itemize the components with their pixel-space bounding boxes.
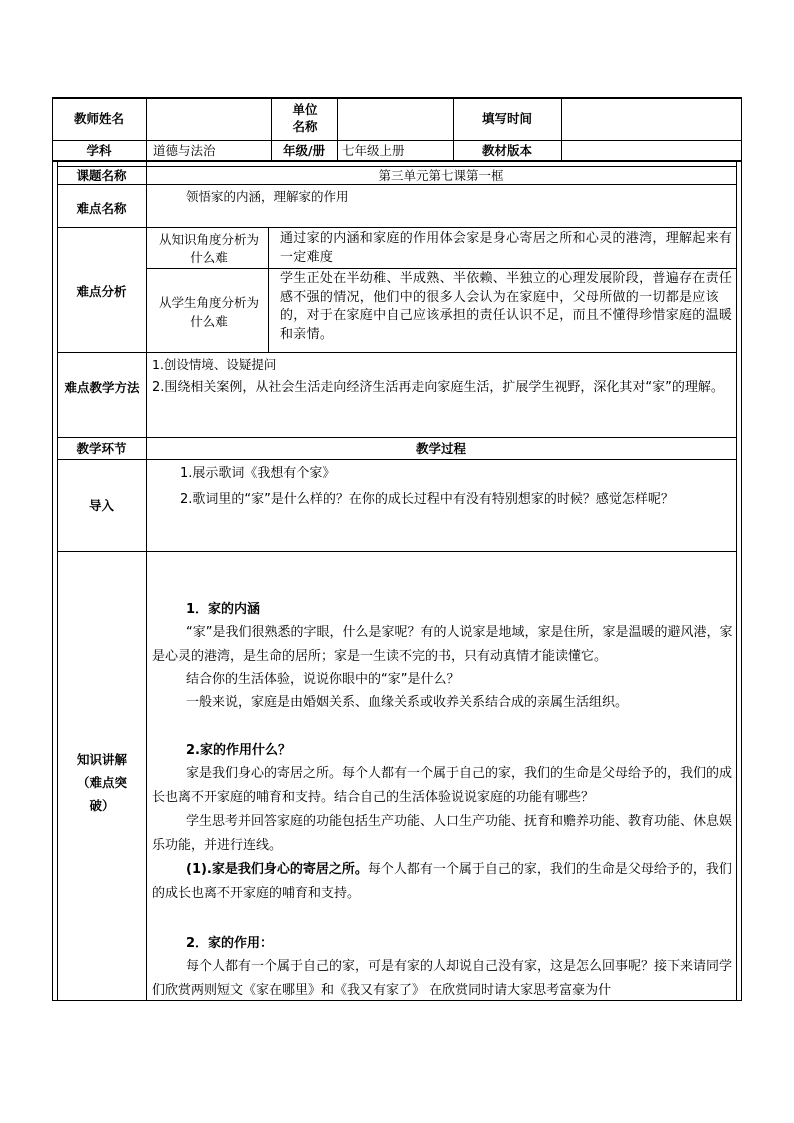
method-line-1: 1.创设情境、设疑提问: [152, 357, 277, 372]
k2-paragraph-1: 家是我们身心的寄居之所。每个人都有一个属于自己的家，我们的生命是父母给予的，我们的成长也离不开家庭的哺育和支持。结合自己的生活体验说说家庭的功能有哪些？: [152, 766, 733, 805]
difficulty-label: 难点名称: [76, 201, 127, 216]
knowledge-angle-text: 通过家的内涵和家庭的作用体会家是身心寄居之所和心灵的港湾，理解起来有一定难度: [280, 231, 733, 265]
teacher-name-label: 教师姓名: [73, 111, 124, 126]
intro-label: 导入: [88, 498, 114, 513]
k2-paragraph-3-body: 每个人都有一个属于自己的家，我们的生命是父母给予的，我们的成长也离不开家庭的哺育和支持。: [152, 862, 732, 901]
process-header: 教学过程: [415, 441, 466, 456]
k2-title: 2.家的作用什么？: [186, 743, 291, 758]
subject-value[interactable]: 道德与法治: [153, 143, 216, 158]
k1-paragraph-2: 结合你的生活体验，说说你眼中的“家”是什么？: [186, 672, 460, 687]
knowledge-angle-label: 从知识角度分析为什么难: [158, 232, 259, 265]
student-angle-label: 从学生角度分析为什么难: [158, 295, 259, 329]
intro-line-1: 1.展示歌词《我想有个家》: [180, 466, 336, 481]
lesson-title-value: 第三单元第七课第一框: [378, 168, 504, 183]
k2-paragraph-3-lead: (1).家是我们身心的寄居之所。: [186, 862, 368, 877]
edition-label: 教材版本: [481, 143, 532, 158]
student-angle-text: 学生正处在半幼稚、半成熟、半依赖、半独立的心理发展阶段，普遍存在责任感不强的情况，他们中的很多人会认为在家庭中，父母所做的一切都是应该的，对于在家庭中自己应该承担的责任认识不足，而且不懂得珍惜家庭的温暖和亲情。: [280, 271, 733, 342]
k2-paragraph-3: [152, 858, 736, 906]
grade-value[interactable]: 七年级上册: [342, 143, 405, 158]
knowledge-section-label: 知识讲解（难点突破）: [76, 752, 127, 813]
grade-label: 年级/册: [282, 143, 326, 158]
k3-paragraph-1: 每个人都有一个属于自己的家，可是有家的人却说自己没有家，这是怎么回事呢？接下来请同学们欣赏两则短文《家在哪里》和《我又有家了》 在欣赏同时请大家思考富豪为什: [152, 959, 733, 998]
k1-paragraph-3: 一般来说，家庭是由婚姻关系、血缘关系或收养关系结合成的亲属生活组织。: [186, 695, 629, 710]
subject-label: 学科: [86, 143, 112, 158]
unit-name-label: 单位名称: [292, 102, 318, 134]
k3-title: 2．家的作用：: [186, 936, 274, 951]
analysis-label: 难点分析: [76, 284, 127, 299]
intro-line-2: 2.歌词里的“家”是什么样的？在你的成长过程中有没有特别想家的时候？感觉怎样呢？: [180, 492, 674, 507]
method-label: 难点教学方法: [64, 380, 140, 395]
difficulty-value: 领悟家的内涵，理解家的作用: [186, 189, 349, 204]
k2-paragraph-2: 学生思考并回答家庭的功能包括生产功能、人口生产功能、抚育和赡养功能、教育功能、休息娱乐功能，并进行连线。: [152, 814, 733, 853]
k1-paragraph-1: “家”是我们很熟悉的字眼，什么是家呢？有的人说家是地域，家是住所，家是温暖的避风港，家是心灵的港湾，是生命的居所；家是一生读不完的书，只有动真情才能读懂它。: [152, 625, 733, 664]
fill-time-label: 填写时间: [481, 111, 532, 126]
method-line-2: 2.围绕相关案例，从社会生活走向经济生活再走向家庭生活，扩展学生视野，深化其对“家”的理解。: [152, 380, 724, 395]
k1-title: 1．家的内涵: [186, 602, 261, 617]
lesson-title-label: 课题名称: [76, 168, 127, 183]
stage-header: 教学环节: [76, 441, 127, 456]
